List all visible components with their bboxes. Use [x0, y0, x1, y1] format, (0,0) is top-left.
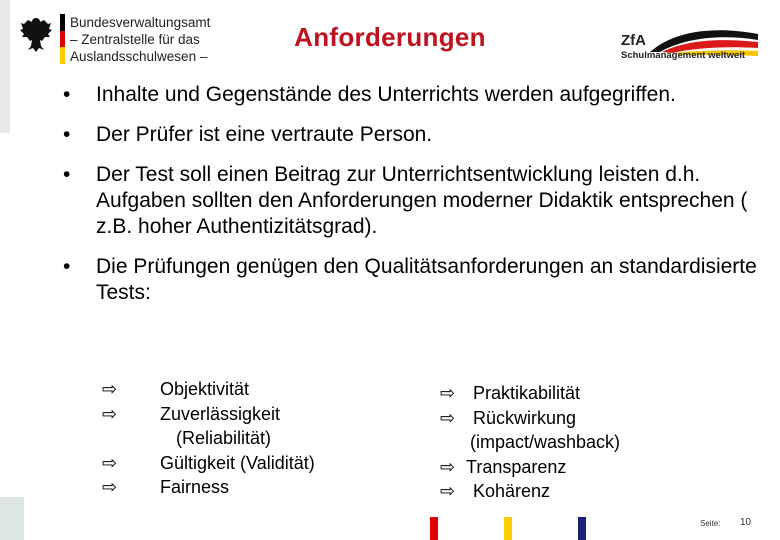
bullet-dot: •	[63, 123, 71, 146]
criteria-label: (impact/washback)	[470, 432, 621, 452]
bullet-dot: •	[63, 83, 71, 106]
arrow-right-icon: ⇨	[440, 481, 456, 501]
bullet-list	[63, 82, 763, 320]
zfa-logo-text: ZfA	[621, 32, 646, 49]
footer-mark-red	[430, 517, 438, 540]
criteria-label: Rückwirkung	[473, 407, 577, 428]
arrow-right-icon: ⇨	[102, 403, 118, 424]
criteria-item	[102, 451, 315, 476]
criteria-item	[102, 402, 315, 427]
org-line: – Zentralstelle für das	[70, 32, 200, 47]
bullet-text: Der Prüfer ist eine vertraute Person.	[96, 123, 433, 146]
bullet-text: Die Prüfungen genügen den Qualitätsanforderungen an standardisierte Tests:	[96, 255, 757, 304]
criteria-label: Fairness	[160, 477, 230, 497]
criteria-label: Zuverlässigkeit	[160, 403, 281, 424]
criteria-item-continuation	[102, 426, 315, 451]
bullet-item	[63, 254, 763, 306]
org-line: Auslandsschulwesen –	[70, 49, 208, 64]
criteria-label: Praktikabilität	[473, 383, 581, 403]
criteria-item-continuation	[440, 430, 620, 455]
criteria-label: Objektivität	[160, 379, 250, 399]
arrow-right-icon: ⇨	[102, 477, 118, 497]
bullet-text: Inhalte und Gegenstände des Unterrichts werden aufgegriffen.	[96, 83, 676, 106]
criteria-item	[102, 377, 315, 402]
criteria-item	[440, 381, 620, 406]
criteria-item	[440, 406, 620, 431]
arrow-right-icon: ⇨	[102, 379, 118, 399]
arrow-right-icon: ⇨	[440, 407, 456, 428]
org-line: Bundesverwaltungsamt	[70, 15, 211, 30]
arrow-right-icon: ⇨	[440, 383, 456, 403]
bullet-item	[63, 122, 763, 148]
criteria-label: (Reliabilität)	[176, 428, 272, 448]
footer-mark-gold	[504, 517, 512, 540]
page-number-label: Seite:	[700, 519, 721, 528]
bullet-dot: •	[63, 255, 71, 278]
criteria-item	[102, 475, 315, 500]
criteria-label: Transparenz	[466, 456, 567, 477]
criteria-list-right	[440, 381, 620, 504]
bullet-item	[63, 82, 763, 108]
criteria-label: Kohärenz	[473, 481, 551, 501]
bullet-item	[63, 162, 763, 240]
criteria-list-left	[102, 377, 315, 500]
criteria-item	[440, 479, 620, 504]
page-title: Anforderungen	[294, 22, 486, 52]
criteria-label: Gültigkeit (Validität)	[160, 452, 315, 473]
bullet-dot: •	[63, 163, 71, 186]
left-decor-bar	[0, 0, 10, 133]
bullet-text: Der Test soll einen Beitrag zur Unterrichtsentwicklung leisten d.h. Aufgaben sollten den Anforderungen moderner Didaktik entsprechen ( z.B. hoher Authentizitätsgrad).	[96, 163, 748, 238]
arrow-right-icon: ⇨	[440, 456, 456, 477]
page-number: 10	[740, 517, 752, 528]
arrow-right-icon: ⇨	[102, 452, 118, 473]
criteria-item	[440, 455, 620, 480]
zfa-logo-subtitle: Schulmanagement weltweit	[621, 50, 746, 61]
footer-mark-blue	[578, 517, 586, 540]
left-decor-bar-bottom	[0, 497, 24, 540]
